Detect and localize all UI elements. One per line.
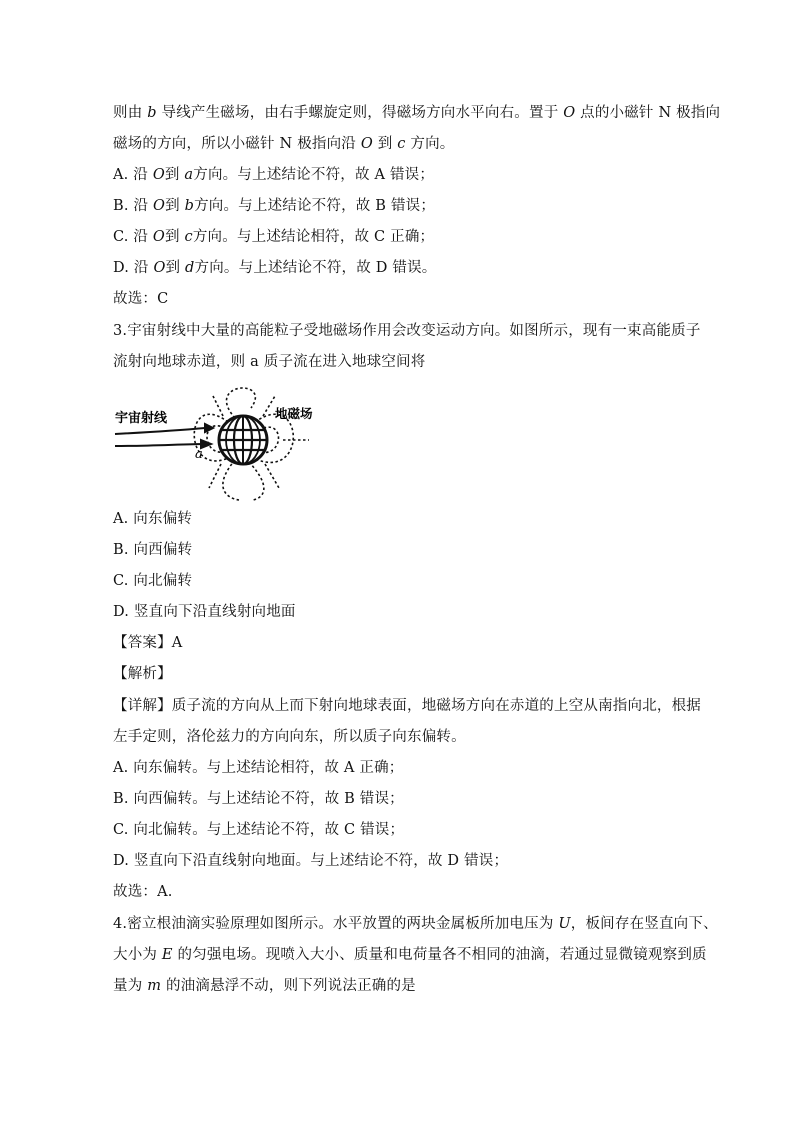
q3-choice: 故选：A. bbox=[113, 884, 173, 900]
q3-option-a: A. 向东偏转 bbox=[113, 511, 193, 527]
q3-explain-c: C. 向北偏转。与上述结论不符，故 C 错误； bbox=[113, 822, 405, 838]
geomagnetic-field-figure bbox=[113, 378, 343, 502]
para1-line1: 则由 b 导线产生磁场，由右手螺旋定则，得磁场方向水平向右。置于 O 点的小磁针 N 极指向 bbox=[113, 105, 721, 121]
q3-option-d: D. 竖直向下沿直线射向地面 bbox=[113, 604, 296, 620]
q3-explain-b: B. 向西偏转。与上述结论不符，故 B 错误； bbox=[113, 791, 404, 807]
para1-line2: 磁场的方向，所以小磁针 N 极指向沿 O 到 c 方向。 bbox=[113, 136, 455, 152]
label-cosmic-ray: 宇宙射线 bbox=[115, 411, 168, 426]
q3-analysis: 【解析】 bbox=[113, 666, 172, 682]
q2-option-b: B. 沿 O到 b方向。与上述结论不符，故 B 错误； bbox=[113, 198, 436, 214]
q3-stem-line1: 3.宇宙射线中大量的高能粒子受地磁场作用会改变运动方向。如图所示，现有一束高能质子 bbox=[113, 323, 701, 339]
label-a: a bbox=[195, 447, 203, 462]
cosmic-ray-arrows bbox=[115, 424, 213, 448]
q2-option-d: D. 沿 O到 d方向。与上述结论不符，故 D 错误。 bbox=[113, 260, 437, 276]
q3-option-b: B. 向西偏转 bbox=[113, 542, 193, 558]
q2-choice: 故选：C bbox=[113, 291, 169, 307]
earth-globe bbox=[219, 416, 267, 464]
q3-answer: 【答案】A bbox=[113, 635, 183, 651]
q3-explain-a: A. 向东偏转。与上述结论相符，故 A 正确； bbox=[113, 760, 404, 776]
q3-option-c: C. 向北偏转 bbox=[113, 573, 193, 589]
q3-detail-line1: 【详解】质子流的方向从上而下射向地球表面，地磁场方向在赤道的上空从南指向北，根据 bbox=[113, 698, 701, 714]
q4-line1: 4.密立根油滴实验原理如图所示。水平放置的两块金属板所加电压为 U，板间存在竖直向下、 bbox=[113, 916, 718, 932]
q3-detail-line2: 左手定则，洛伦兹力的方向向东，所以质子向东偏转。 bbox=[113, 729, 466, 745]
q4-line3: 量为 m 的油滴悬浮不动，则下列说法正确的是 bbox=[113, 978, 416, 994]
q2-option-a: A. 沿 O到 a方向。与上述结论不符，故 A 错误； bbox=[113, 167, 435, 183]
label-geomagnetic-field: 地磁场 bbox=[275, 406, 313, 421]
q3-stem-line2: 流射向地球赤道，则 a 质子流在进入地球空间将 bbox=[113, 354, 426, 370]
q2-option-c: C. 沿 O到 c方向。与上述结论相符，故 C 正确； bbox=[113, 229, 435, 245]
q3-explain-d: D. 竖直向下沿直线射向地面。与上述结论不符，故 D 错误； bbox=[113, 853, 509, 869]
q4-line2: 大小为 E 的匀强电场。现喷入大小、质量和电荷量各不相同的油滴，若通过显微镜观察到质 bbox=[113, 947, 707, 963]
